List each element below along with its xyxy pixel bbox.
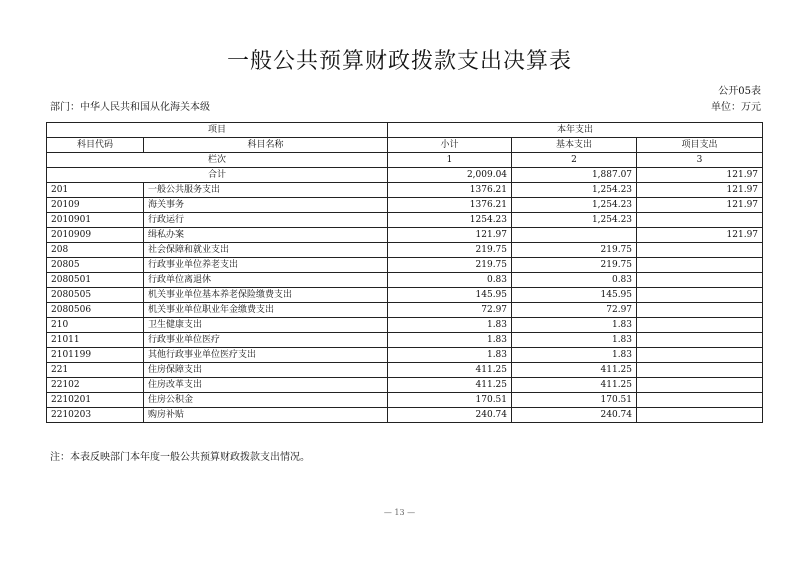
page-title: 一般公共预算财政拨款支出决算表	[226, 49, 572, 74]
total-project: 121.97	[637, 168, 763, 183]
header-code: 科目代码	[47, 138, 144, 153]
row-basic: 219.75	[512, 258, 637, 273]
total-label: 合计	[47, 168, 388, 183]
table-row	[47, 378, 763, 393]
row-project: 121.97	[637, 183, 763, 198]
row-project	[637, 288, 763, 303]
row-basic: 219.75	[512, 243, 637, 258]
row-project	[637, 393, 763, 408]
row-subtotal: 219.75	[388, 258, 512, 273]
header-col-1: 1	[388, 153, 512, 168]
row-name: 行政单位离退休	[144, 273, 388, 288]
header-row-3	[47, 153, 763, 168]
table-row	[47, 318, 763, 333]
unit-label: 单位：万元	[711, 102, 761, 113]
table-row	[47, 183, 763, 198]
row-subtotal: 0.83	[388, 273, 512, 288]
row-subtotal: 1376.21	[388, 198, 512, 213]
row-name: 社会保障和就业支出	[144, 243, 388, 258]
table-row	[47, 348, 763, 363]
row-basic: 1,254.23	[512, 213, 637, 228]
row-code: 2210201	[47, 393, 144, 408]
department-label: 部门：中华人民共和国从化海关本级	[50, 102, 210, 113]
row-code: 2080501	[47, 273, 144, 288]
row-name: 其他行政事业单位医疗支出	[144, 348, 388, 363]
table-row	[47, 243, 763, 258]
table-note: 注：本表反映部门本年度一般公共预算财政拨款支出情况。	[50, 452, 310, 463]
header-current-year: 本年支出	[388, 123, 763, 138]
table-row	[47, 393, 763, 408]
page-number: — 13 —	[383, 508, 416, 517]
row-basic: 145.95	[512, 288, 637, 303]
row-subtotal: 121.97	[388, 228, 512, 243]
table-row	[47, 333, 763, 348]
row-name: 住房保障支出	[144, 363, 388, 378]
row-basic: 1.83	[512, 348, 637, 363]
row-project	[637, 258, 763, 273]
table-row	[47, 198, 763, 213]
header-row-2	[47, 138, 763, 153]
row-subtotal: 72.97	[388, 303, 512, 318]
row-subtotal: 1376.21	[388, 183, 512, 198]
table-row	[47, 273, 763, 288]
row-name: 缉私办案	[144, 228, 388, 243]
row-basic: 0.83	[512, 273, 637, 288]
header-col-2: 2	[512, 153, 637, 168]
row-project	[637, 333, 763, 348]
row-code: 2210203	[47, 408, 144, 423]
row-basic: 170.51	[512, 393, 637, 408]
row-subtotal: 219.75	[388, 243, 512, 258]
table-row	[47, 408, 763, 423]
row-code: 20109	[47, 198, 144, 213]
row-code: 20805	[47, 258, 144, 273]
row-code: 221	[47, 363, 144, 378]
row-project: 121.97	[637, 198, 763, 213]
row-name: 机关事业单位基本养老保险缴费支出	[144, 288, 388, 303]
table-row	[47, 303, 763, 318]
row-subtotal: 240.74	[388, 408, 512, 423]
row-basic: 72.97	[512, 303, 637, 318]
row-basic	[512, 228, 637, 243]
table-row	[47, 258, 763, 273]
row-name: 海关事务	[144, 198, 388, 213]
header-column-order: 栏次	[47, 153, 388, 168]
header-project: 项目	[47, 123, 388, 138]
row-name: 一般公共服务支出	[144, 183, 388, 198]
header-project-expenditure: 项目支出	[637, 138, 763, 153]
row-name: 住房公积金	[144, 393, 388, 408]
total-subtotal: 2,009.04	[388, 168, 512, 183]
row-basic: 1,254.23	[512, 198, 637, 213]
row-code: 2080506	[47, 303, 144, 318]
row-name: 购房补贴	[144, 408, 388, 423]
row-code: 208	[47, 243, 144, 258]
row-code: 201	[47, 183, 144, 198]
row-name: 卫生健康支出	[144, 318, 388, 333]
expenditure-table	[46, 122, 763, 423]
table-row	[47, 228, 763, 243]
row-name: 住房改革支出	[144, 378, 388, 393]
row-subtotal: 1254.23	[388, 213, 512, 228]
row-name: 行政运行	[144, 213, 388, 228]
table-row	[47, 213, 763, 228]
form-number: 公开05表	[718, 86, 761, 97]
table-row	[47, 288, 763, 303]
row-basic: 1,254.23	[512, 183, 637, 198]
row-subtotal: 145.95	[388, 288, 512, 303]
row-code: 210	[47, 318, 144, 333]
row-name: 行政事业单位养老支出	[144, 258, 388, 273]
total-row	[47, 168, 763, 183]
row-basic: 240.74	[512, 408, 637, 423]
row-subtotal: 170.51	[388, 393, 512, 408]
row-code: 2101199	[47, 348, 144, 363]
row-basic: 411.25	[512, 363, 637, 378]
row-project	[637, 378, 763, 393]
row-project	[637, 273, 763, 288]
row-project	[637, 243, 763, 258]
row-subtotal: 1.83	[388, 318, 512, 333]
row-code: 21011	[47, 333, 144, 348]
row-code: 2080505	[47, 288, 144, 303]
header-basic: 基本支出	[512, 138, 637, 153]
row-subtotal: 1.83	[388, 333, 512, 348]
row-code: 22102	[47, 378, 144, 393]
row-project	[637, 348, 763, 363]
header-row-1	[47, 123, 763, 138]
row-project	[637, 318, 763, 333]
row-name: 行政事业单位医疗	[144, 333, 388, 348]
row-basic: 1.83	[512, 318, 637, 333]
total-basic: 1,887.07	[512, 168, 637, 183]
row-project	[637, 303, 763, 318]
row-subtotal: 1.83	[388, 348, 512, 363]
row-project	[637, 408, 763, 423]
row-name: 机关事业单位职业年金缴费支出	[144, 303, 388, 318]
row-subtotal: 411.25	[388, 378, 512, 393]
row-code: 2010909	[47, 228, 144, 243]
row-code: 2010901	[47, 213, 144, 228]
header-subtotal: 小计	[388, 138, 512, 153]
header-name: 科目名称	[144, 138, 388, 153]
table-body	[47, 183, 763, 423]
row-subtotal: 411.25	[388, 363, 512, 378]
row-project: 121.97	[637, 228, 763, 243]
row-project	[637, 363, 763, 378]
table-row	[47, 363, 763, 378]
row-basic: 411.25	[512, 378, 637, 393]
row-project	[637, 213, 763, 228]
row-basic: 1.83	[512, 333, 637, 348]
header-col-3: 3	[637, 153, 763, 168]
